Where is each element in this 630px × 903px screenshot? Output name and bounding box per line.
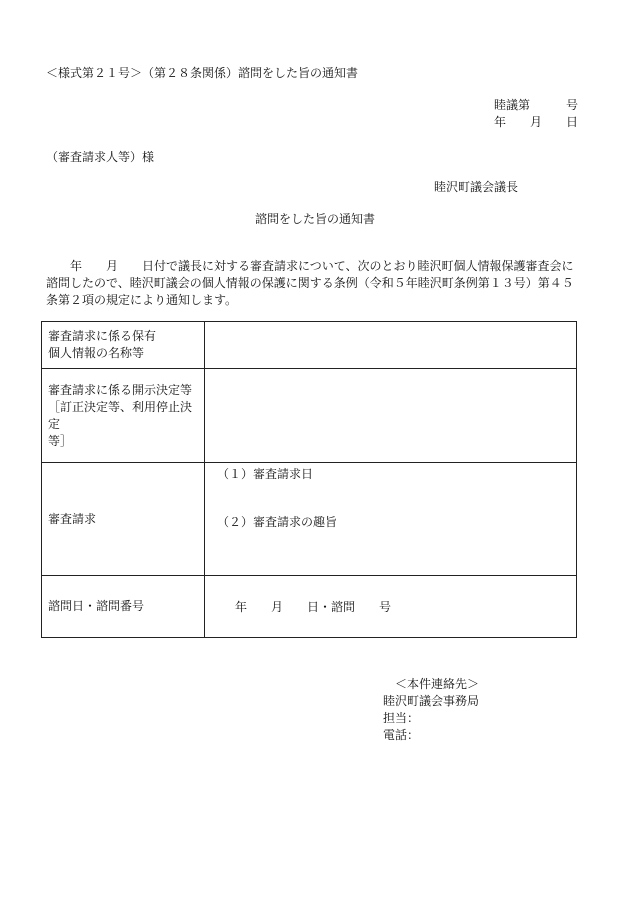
label-line: 審査請求に係る開示決定等 bbox=[48, 382, 193, 397]
row-label-request: 審査請求 bbox=[42, 463, 205, 576]
document-number: 睦議第 号 bbox=[493, 98, 578, 112]
contact-office: 睦沢町議会事務局 bbox=[383, 694, 480, 708]
request-date-item: （１）審査請求日 bbox=[217, 467, 314, 481]
contact-phone: 電話： bbox=[383, 728, 420, 742]
request-purpose-item: （２）審査請求の趣旨 bbox=[217, 515, 338, 529]
document-date: 年 月 日 bbox=[493, 115, 578, 129]
contact-person: 担当： bbox=[383, 711, 420, 725]
contact-block bbox=[383, 676, 479, 744]
value-request[interactable] bbox=[205, 463, 577, 576]
contact-heading: ＜本件連絡先＞ bbox=[395, 677, 480, 691]
label-line: 審査請求に係る保有 bbox=[48, 329, 157, 343]
table-row bbox=[42, 322, 577, 369]
table-row bbox=[42, 369, 577, 463]
table-row bbox=[42, 463, 577, 576]
value-disclosure-decision[interactable] bbox=[205, 369, 577, 463]
body-text: 年 月 日付で議長に対する審査請求について、次のとおり睦沢町個人情報保護審査会に諮問したので、睦沢町議会の個人情報の保護に関する条例（令和５年睦沢町条例第１３号）第４５条第２項の規定により通知します。 bbox=[46, 259, 574, 307]
document-title: 諮問をした旨の通知書 bbox=[254, 212, 375, 226]
label-line: ［訂正決定等、利用停止決定 bbox=[48, 399, 193, 431]
value-consultation[interactable]: 年 月 日・諮問 号 bbox=[205, 576, 577, 638]
form-number-title: ＜様式第２１号＞（第２８条関係）諮問をした旨の通知書 bbox=[46, 66, 359, 80]
label-line: 個人情報の名称等 bbox=[48, 346, 145, 360]
info-table bbox=[41, 321, 577, 638]
table-row bbox=[42, 576, 577, 638]
value-personal-info[interactable] bbox=[205, 322, 577, 369]
row-label-disclosure-decision bbox=[42, 369, 205, 463]
row-label-consultation: 諮問日・諮問番号 bbox=[42, 576, 205, 638]
row-label-personal-info bbox=[42, 322, 205, 369]
label-line: 等］ bbox=[48, 433, 73, 448]
sender: 睦沢町議会議長 bbox=[433, 180, 518, 194]
addressee: （審査請求人等）様 bbox=[46, 150, 155, 164]
